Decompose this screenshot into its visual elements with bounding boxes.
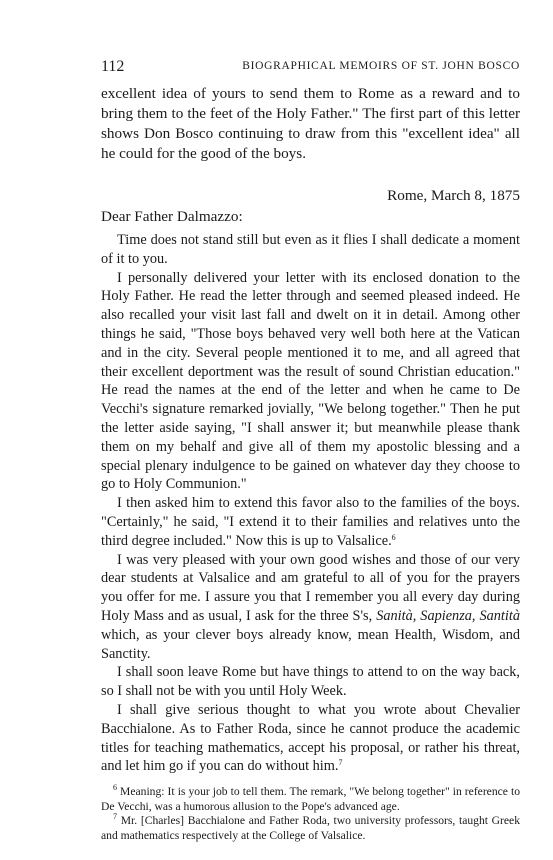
letter-paragraph-6 xyxy=(101,701,520,776)
footnote-7-mark: 7 xyxy=(113,812,117,822)
letter-body xyxy=(101,231,520,776)
footnote-ref-6: 6 xyxy=(391,532,396,542)
letter-paragraph-4 xyxy=(101,551,520,664)
letter-paragraph-4-text-a: I was very pleased with your own good wishes and those of our very dear students at Valsalice and am grateful to all of you for the prayers you offer for me. I assure you that I remember you all every day during Holy Mass and as usual, I ask for the three S's, xyxy=(101,551,520,624)
letter-paragraph-5: I shall soon leave Rome but have things to attend to on the way back, so I shall not be with you until Holy Week. xyxy=(101,664,520,700)
letter-dateline: Rome, March 8, 1875 xyxy=(387,187,520,204)
letter-paragraph-4-text-b: which, as your clever boys already know, mean Health, Wisdom, and Sanctity. xyxy=(101,626,520,662)
book-page xyxy=(101,58,520,843)
letter-paragraph-3 xyxy=(101,494,520,550)
letter-paragraph-3-text: I then asked him to extend this favor also to the families of the boys. "Certainly," he said, "I extend it to their families and relatives unto the third degree included." Now this is up to Valsalice. xyxy=(101,495,520,549)
footnote-7 xyxy=(101,814,520,843)
footnotes xyxy=(101,785,520,843)
running-title: BIOGRAPHICAL MEMOIRS OF ST. JOHN BOSCO xyxy=(242,60,520,72)
intro-text: excellent idea of yours to send them to Rome as a reward and to bring them to the feet of the Holy Father." The first part of this letter shows Don Bosco continuing to draw from this "excellent idea" all he could for the good of the boys. xyxy=(101,85,520,162)
footnote-6-mark: 6 xyxy=(113,783,117,793)
intro-paragraph xyxy=(101,84,520,164)
footnote-ref-7: 7 xyxy=(338,758,343,768)
footnote-6 xyxy=(101,785,520,814)
letter-salutation: Dear Father Dalmazzo: xyxy=(101,208,243,225)
three-s-motto: Sanità, Sapienza, Santità xyxy=(376,607,520,624)
page-number: 112 xyxy=(101,58,125,75)
footnote-6-text: Meaning: It is your job to tell them. The remark, "We belong together" in reference to De Vecchi, was a humorous allusion to the Pope's advanced age. xyxy=(101,785,520,813)
footnote-7-text: Mr. [Charles] Bacchialone and Father Roda, two university professors, taught Greek and mathematics respectively at the College of Valsalice. xyxy=(101,814,520,842)
letter-paragraph-6-text: I shall give serious thought to what you wrote about Chevalier Bacchialone. As to Father Roda, since he cannot produce the academic titles for teaching mathematics, accept his proposal, or rather his threat, and let him go if you can do without him. xyxy=(101,701,520,775)
letter-paragraph-1: Time does not stand still but even as it flies I shall dedicate a moment of it to you. xyxy=(101,232,520,267)
letter-paragraph-2: I personally delivered your letter with its enclosed donation to the Holy Father. He read the letter through and seemed pleased indeed. He also recalled your visit last fall and dwelt on it in detail. Among other things he said, "Those boys behaved very well both here at the Vatican and in the city. Several people mentioned it to me, and all agreed that their excellent deportment was the result of sound Christian education." He read the names at the end of the letter and when he came to De Vecchi's signature remarked jovially, "We belong together." Then he put the letter aside saying, "I shall answer it; but meanwhile please thank them on my behalf and give all of them my apostolic blessing and a special plenary indulgence to be gained on whatever day they choose to go to Holy Communion." xyxy=(101,269,520,493)
running-header xyxy=(101,58,520,76)
